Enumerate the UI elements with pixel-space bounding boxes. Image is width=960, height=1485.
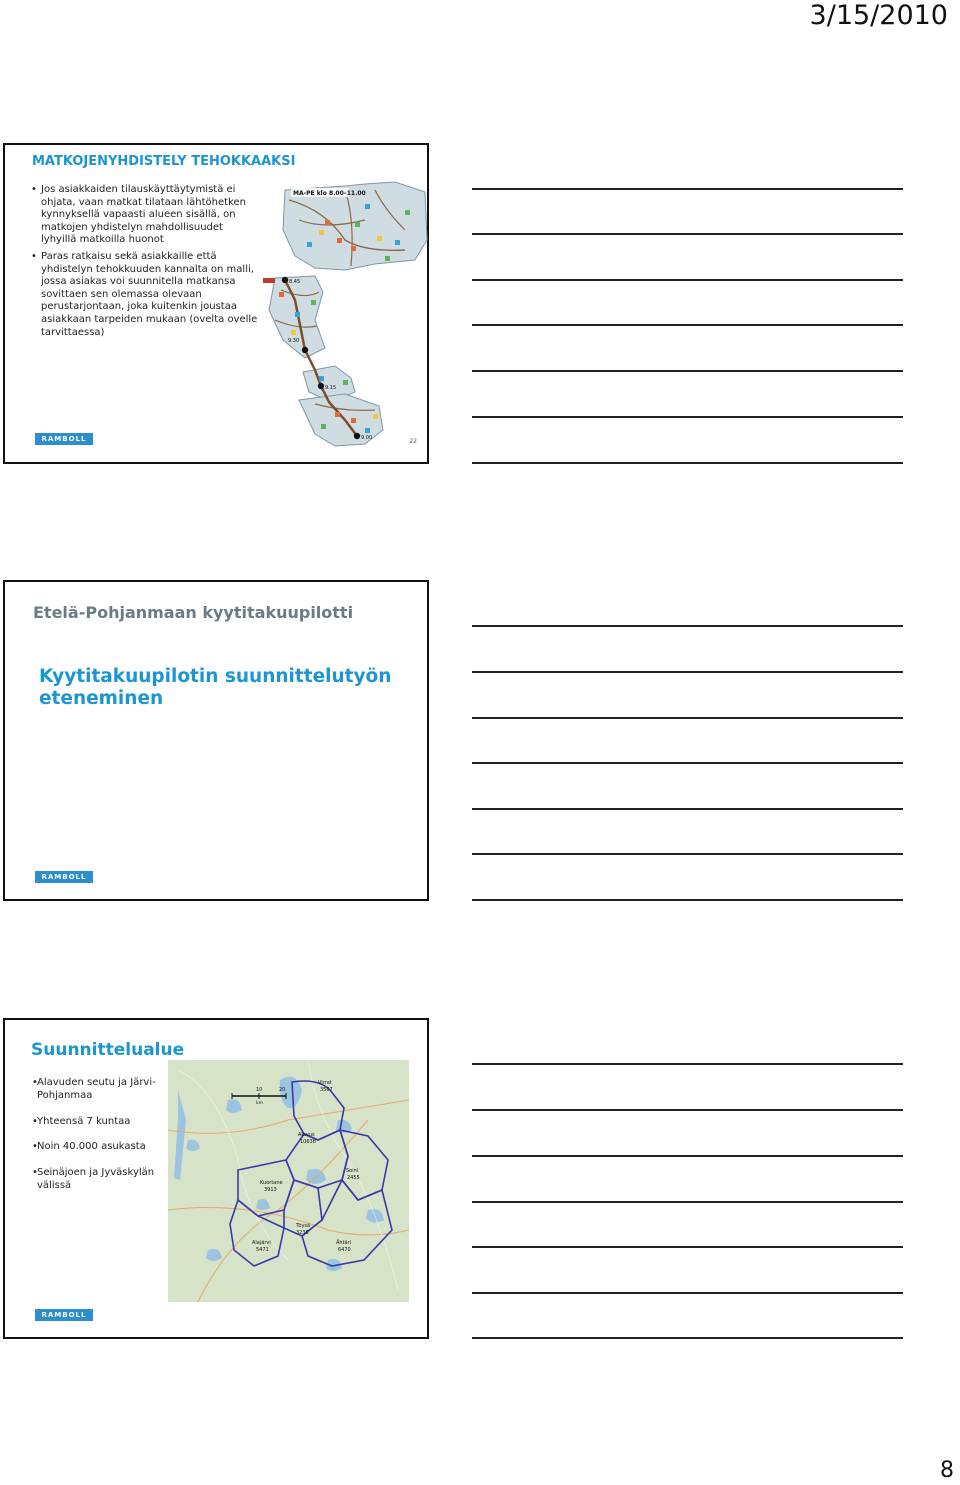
stop-time: 9.30 bbox=[288, 338, 300, 344]
stop-time: 9.00 bbox=[361, 435, 373, 441]
bullet-item: • Jos asiakkaiden tilauskäyttäytymistä ei ohjata, vaan matkat tilataan lähtöhetken kynnyksellä vapaasti alueen sisällä, on matkojen yhdistelyn mahdollisuudet lyhyillä matkoilla huonot bbox=[31, 184, 261, 247]
municipality-pop: 3913 bbox=[264, 1187, 277, 1193]
note-line bbox=[472, 370, 903, 372]
note-line bbox=[472, 1292, 903, 1294]
scale-tick: 20 bbox=[279, 1087, 286, 1093]
note-line bbox=[472, 853, 903, 855]
bullet-item: • Yhteensä 7 kuntaa bbox=[32, 1116, 172, 1129]
municipality-name: Kuortane bbox=[260, 1180, 283, 1186]
bullet-item: • Alavuden seutu ja Järvi-Pohjanmaa bbox=[32, 1077, 172, 1102]
slide-suunnittelualue bbox=[3, 1018, 429, 1339]
note-line bbox=[472, 324, 903, 326]
note-line bbox=[472, 625, 903, 627]
note-line bbox=[472, 1063, 903, 1065]
municipality-pop: 3235 bbox=[296, 1230, 309, 1236]
header-date: 3/15/2010 bbox=[809, 0, 948, 31]
municipality-name: Virrat bbox=[318, 1080, 332, 1086]
municipality-name: Alajärvi bbox=[252, 1240, 271, 1246]
note-line bbox=[472, 188, 903, 190]
municipality-name: Ähtäri bbox=[336, 1240, 352, 1246]
note-line bbox=[472, 462, 903, 464]
scale-tick: 10 bbox=[256, 1087, 263, 1093]
schedule-label: MA-PE klo 8.00–11.00 bbox=[293, 190, 366, 197]
note-line bbox=[472, 279, 903, 281]
page-number: 8 bbox=[940, 1458, 954, 1483]
note-line bbox=[472, 1201, 903, 1203]
municipality-name: Alavus bbox=[298, 1132, 315, 1138]
municipality-pop: 10638 bbox=[300, 1139, 316, 1145]
note-line bbox=[472, 671, 903, 673]
note-line bbox=[472, 899, 903, 901]
note-line bbox=[472, 1109, 903, 1111]
bullet-list bbox=[32, 1077, 172, 1193]
note-line bbox=[472, 762, 903, 764]
slide-subtitle: Kyytitakuupilotin suunnittelutyön eteneminen bbox=[39, 666, 392, 709]
bullet-item: • Seinäjoen ja Jyväskylän välissä bbox=[32, 1167, 172, 1192]
bullet-list bbox=[31, 184, 261, 343]
slide-matkojenyhdistely bbox=[3, 143, 429, 464]
municipality-pop: 3567 bbox=[320, 1087, 333, 1093]
slide-title: MATKOJENYHDISTELY TEHOKKAAKSI bbox=[32, 154, 296, 169]
note-line bbox=[472, 1246, 903, 1248]
slide-kyytitakuupilotti bbox=[3, 580, 429, 901]
slide-title: Etelä-Pohjanmaan kyytitakuupilotti bbox=[33, 603, 354, 622]
region-map bbox=[168, 1060, 409, 1302]
municipality-name: Soini bbox=[346, 1168, 359, 1174]
scale-unit: km bbox=[256, 1101, 263, 1106]
ramboll-logo: RAMBOLL bbox=[35, 871, 93, 883]
municipality-name: Töysä bbox=[296, 1223, 311, 1229]
slide-number: 22 bbox=[409, 438, 417, 445]
ramboll-logo: RAMBOLL bbox=[35, 1309, 93, 1321]
slide-title: Suunnittelualue bbox=[31, 1040, 185, 1060]
ramboll-logo: RAMBOLL bbox=[35, 433, 93, 445]
bullet-item: • Noin 40.000 asukasta bbox=[32, 1141, 172, 1154]
note-line bbox=[472, 416, 903, 418]
route-map bbox=[255, 180, 431, 450]
note-line bbox=[472, 808, 903, 810]
municipality-pop: 5471 bbox=[256, 1247, 269, 1253]
municipality-pop: 2455 bbox=[347, 1175, 360, 1181]
stop-time: 9.15 bbox=[325, 385, 337, 391]
stop-time: 8.45 bbox=[289, 279, 301, 285]
note-line bbox=[472, 233, 903, 235]
note-line bbox=[472, 1337, 903, 1339]
municipality-pop: 6470 bbox=[338, 1247, 351, 1253]
note-line bbox=[472, 717, 903, 719]
bullet-item: • Paras ratkaisu sekä asiakkaille että yhdistelyn tehokkuuden kannalta on malli, jossa asiakas voi suunnitella matkansa sovittaen sen olemassa olevaan perustarjontaan, joka kuitenkin joustaa asiakkaan tarpeiden mukaan (ovelta ovelle tarvittaessa) bbox=[31, 251, 261, 339]
note-line bbox=[472, 1155, 903, 1157]
